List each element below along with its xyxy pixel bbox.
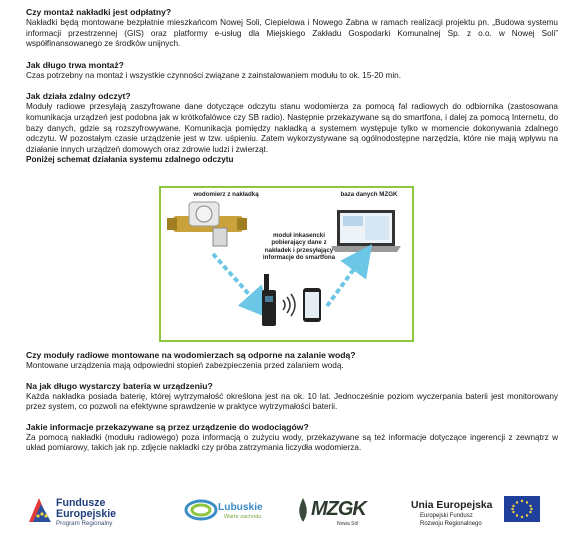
fe-title: Fundusze Europejskie: [56, 497, 117, 520]
smartphone-icon: [303, 288, 321, 322]
mzgk-subtitle: Nowa Sól: [337, 521, 359, 527]
mzgk-title: MZGK: [311, 498, 366, 520]
lubuskie-subtitle: Warte zachodu: [224, 514, 262, 520]
answer-6: Za pomocą nakładki (modułu radiowego) poza informacją o zużyciu wody, przekazywane są też informacje dotyczące ingerencji z zewnątrz w układ pomiarowy, takich jak np. zdjęcie nakładki czy próba zatrzymania liczydła wodomierza.: [26, 432, 558, 453]
mzgk-drop-icon: [296, 496, 310, 524]
answer-2: Czas potrzebny na montaż i wszystkie czynności związane z zainstalowaniem modułu to ok. 15-20 min.: [26, 70, 401, 80]
document-body-lower: [26, 350, 558, 454]
fe-subtitle: Program Regionalny: [56, 520, 113, 527]
system-diagram: [159, 186, 414, 342]
schema-title: Poniżej schemat działania systemu zdalnego odczytu: [26, 155, 234, 165]
diagram-graphics: [161, 188, 411, 339]
answer-1: Nakładki będą montowane bezpłatnie mieszkańcom Nowej Soli, Ciepielowa i Nowego Żabna w ramach realizacji projektu pn. „Budowa systemu informacji przestrzennej (GIS) oraz platformy e-usług dla Miejskiego Zakładu Gospodarki Komunalnej Sp. z o.o. w Nowej Soli” współfinansowanego ze środków unijnych.: [26, 18, 558, 49]
ue-subtitle-2: Rozwoju Regionalnego: [420, 521, 482, 527]
radio-module-icon: [262, 274, 276, 326]
arrow-phone-to-db: [327, 254, 365, 306]
eu-flag-icon: [504, 496, 540, 522]
question-1: Czy montaż nakładki jest odpłatny?: [26, 7, 172, 17]
document-body: [26, 7, 558, 166]
question-4: Czy moduły radiowe montowane na wodomierzach są odporne na zalanie wodą?: [26, 350, 356, 360]
label-database: baza danych MZGK: [340, 191, 398, 198]
question-3: Jak działa zdalny odczyt?: [26, 91, 131, 102]
question-6: Jakie informacje przekazywane są przez urządzenie do wodociągów?: [26, 421, 309, 432]
question-5: Na jak długo wystarczy bateria w urządzeniu?: [26, 380, 213, 391]
lubuskie-title: Lubuskie: [218, 502, 263, 513]
answer-3: Moduły radiowe przesyłają zaszyfrowane dane dotyczące odczytu stanu wodomierza za pomocą fal radiowych do odbiornika (zastosowana komunikacja urządzeń jest podobna jak w krótkofalówce czy SB radio). Następnie przekazywane są do smartfona, i dalej za pomocą Internetu, do bazy danych, gdzie są rozszyfrowywane. Komunikacja pomiędzy nakładką a systemem występuje tylko w momencie dokonywania zdalnego odczytu. W pozostałym czasie urządzenie jest w tzw. uśpieniu. Zatem wykorzystywane są ogólnodostępne narzędzia, które nie mają wpływu na działanie innych urządzeń domowych oraz zdrowie ludzi i zwierząt.: [26, 102, 558, 154]
ue-subtitle-1: Europejski Fundusz: [420, 513, 473, 519]
arrow-meter-to-module: [213, 254, 263, 310]
laptop-icon: [331, 210, 401, 252]
answer-5: Każda nakładka posiada baterię, której wytrzymałość określona jest na ok. 10 lat. Jednocześnie poziom wyczerpania baterii jest monitorowany przez system, co pozwoli na efektywne sprawdzenie w praktyce wytrzymałości baterii.: [26, 391, 558, 412]
question-2: Jak długo trwa montaż?: [26, 59, 124, 70]
water-meter-icon: [167, 202, 247, 246]
lubuskie-logo-icon: [184, 497, 218, 523]
fe-logo-icon: [27, 494, 53, 524]
ue-title: Unia Europejska: [411, 500, 493, 511]
label-water-meter: wodomierz z nakładką: [193, 191, 259, 198]
label-module: moduł inkasencki pobierający dane z nakładek i przesyłający informacje do smartfona: [262, 232, 336, 262]
answer-4: Montowane urządzenia mają odpowiedni stopień zabezpieczenia przed zalaniem wodą.: [26, 361, 344, 370]
